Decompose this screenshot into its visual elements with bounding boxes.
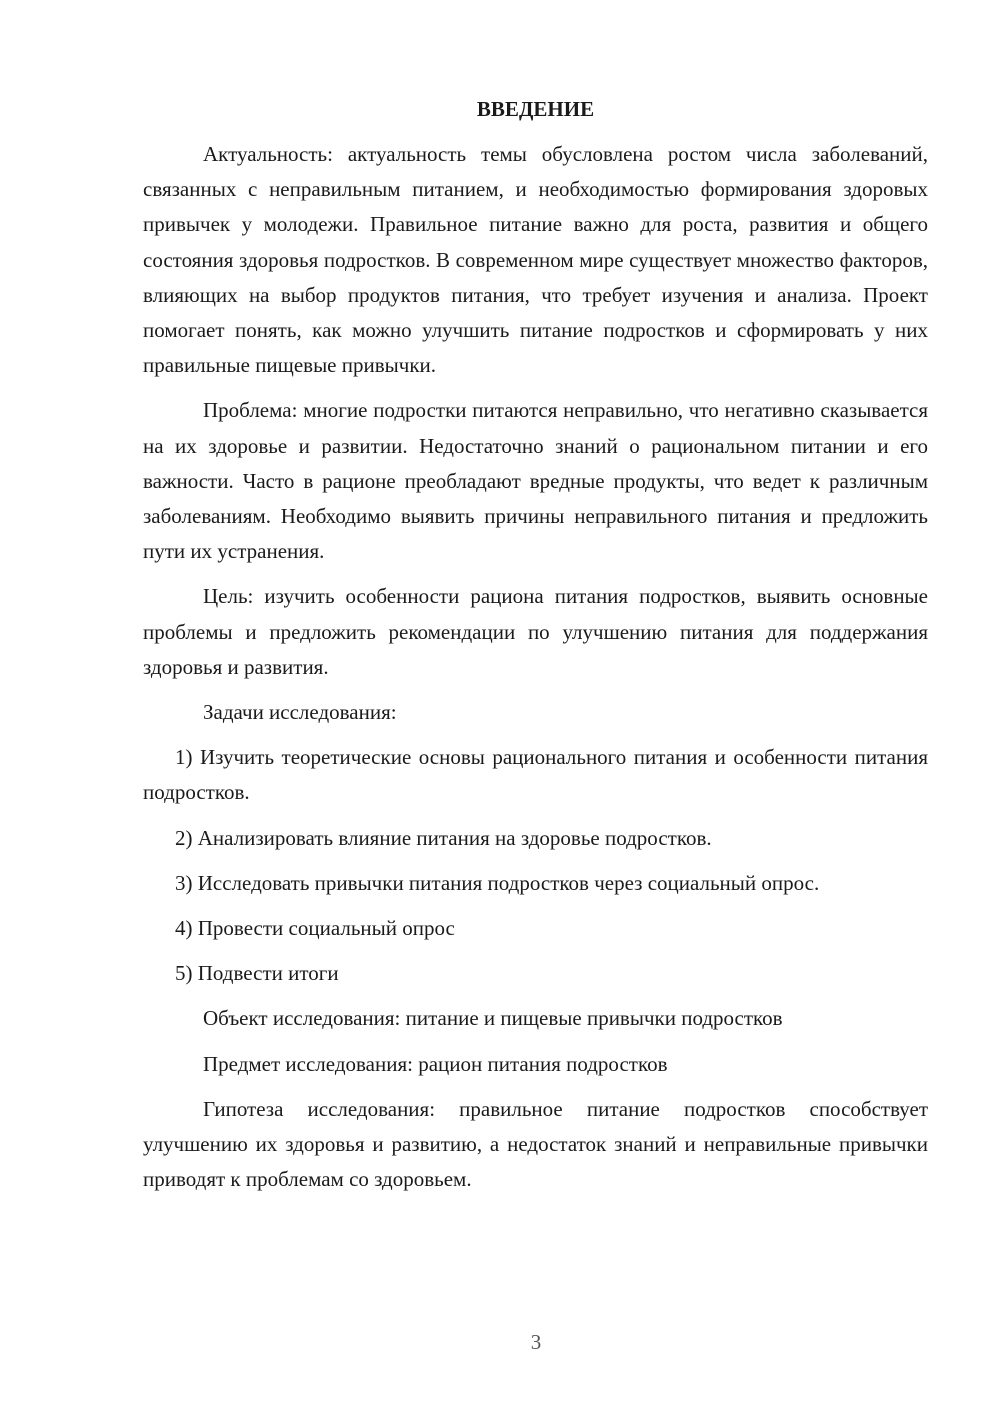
task-item: 1) Изучить теоретические основы рационального питания и особенности питания подростков. [143, 745, 928, 805]
task-item: 2) Анализировать влияние питания на здоровье подростков. [175, 825, 712, 850]
document-page [143, 92, 928, 1207]
task-item: 4) Провести социальный опрос [175, 916, 455, 941]
page-number: 3 [530, 1330, 542, 1354]
subject-paragraph: Предмет исследования: рацион питания подростков [203, 1051, 668, 1076]
hypothesis-paragraph: Гипотеза исследования: правильное питание подростков способствует улучшению их здоровья и развитию, а недостаток знаний и неправильные привычки приводят к проблемам со здоровьем. [143, 1096, 928, 1192]
task-item: 3) Исследовать привычки питания подростков через социальный опрос. [175, 870, 820, 895]
object-paragraph: Объект исследования: питание и пищевые привычки подростков [203, 1006, 783, 1031]
tasks-heading: Задачи исследования: [203, 700, 397, 725]
task-item: 5) Подвести итоги [175, 961, 339, 986]
relevance-paragraph: Актуальность: актуальность темы обусловлена ростом числа заболеваний, связанных с неправильным питанием, и необходимостью формирования здоровых привычек у молодежи. Правильное питание важно для роста, развития и общего состояния здоровья подростков. В современном мире существует множество факторов, влияющих на выбор продуктов питания, что требует изучения и анализа. Проект помогает понять, как можно улучшить питание подростков и сформировать у них правильные пищевые привычки. [143, 142, 928, 378]
section-title: ВВЕДЕНИЕ [476, 97, 595, 121]
goal-paragraph: Цель: изучить особенности рациона питания подростков, выявить основные проблемы и предложить рекомендации по улучшению питания для поддержания здоровья и развития. [143, 584, 928, 679]
problem-paragraph: Проблема: многие подростки питаются неправильно, что негативно сказывается на их здоровье и развитии. Недостаточно знаний о рациональном питании и его важности. Часто в рационе преобладают вредные продукты, что ведет к различным заболеваниям. Необходимо выявить причины неправильного питания и предложить пути их устранения. [143, 398, 928, 564]
